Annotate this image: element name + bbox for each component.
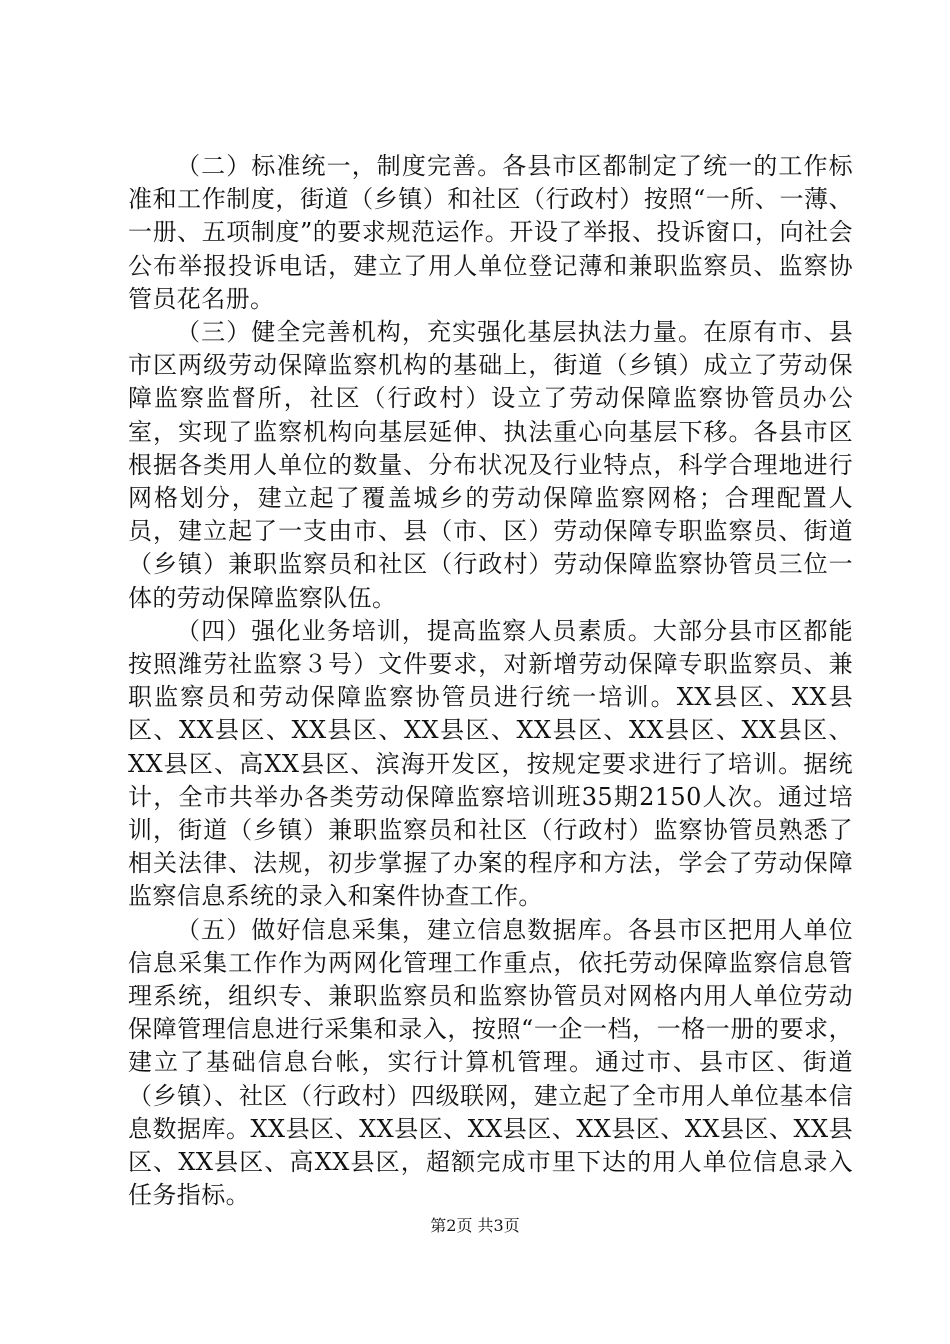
paragraph-5: （五）做好信息采集，建立信息数据库。各县市区把用人单位信息采集工作作为两网化管理工作重点，依托劳动保障监察信息管理系统，组织专、兼职监察员和监察协管员对网格内用人单位劳动保障管理信息进行采集和录入，按照“一企一档，一格一册的要求，建立了基础信息台帐，实行计算机管理。通过市、县市区、街道（乡镇）、社区（行政村）四级联网，建立起了全市用人单位基本信息数据库。XX县区、XX县区、XX县区、XX县区、XX县区、XX县区、XX县区、高XX县区，超额完成市里下达的用人单位信息录入任务指标。: [128, 915, 853, 1210]
page-footer: [0, 1216, 950, 1236]
paragraph-4: （四）强化业务培训，提高监察人员素质。大部分县市区都能按照潍劳社监察３号）文件要求，对新增劳动保障专职监察员、兼职监察员和劳动保障监察协管员进行统一培训。XX县区、XX县区、XX县区、XX县区、XX县区、XX县区、XX县区、XX县区、XX县区、高XX县区、滨海开发区，按规定要求进行了培训。据统计，全市共举办各类劳动保障监察培训班35期2150人次。通过培训，街道（乡镇）兼职监察员和社区（行政村）监察协管员熟悉了相关法律、法规，初步掌握了办案的程序和方法，学会了劳动保障监察信息系统的录入和案件协查工作。: [128, 616, 853, 911]
paragraph-3: （三）健全完善机构，充实强化基层执法力量。在原有市、县市区两级劳动保障监察机构的基础上，街道（乡镇）成立了劳动保障监察监督所，社区（行政村）设立了劳动保障监察协管员办公室，实现了监察机构向基层延伸、执法重心向基层下移。各县市区根据各类用人单位的数量、分布状况及行业特点，科学合理地进行网格划分，建立起了覆盖城乡的劳动保障监察网格；合理配置人员，建立起了一支由市、县（市、区）劳动保障专职监察员、街道（乡镇）兼职监察员和社区（行政村）劳动保障监察协管员三位一体的劳动保障监察队伍。: [128, 318, 853, 612]
paragraph-2: （二）标准统一，制度完善。各县市区都制定了统一的工作标准和工作制度，街道（乡镇）和社区（行政村）按照“一所、一薄、一册、五项制度”的要求规范运作。开设了举报、投诉窗口，向社会公布举报投诉电话，建立了用人单位登记薄和兼职监察员、监察协管员花名册。: [128, 152, 853, 313]
page-number-label: 第2页 共3页: [430, 1216, 520, 1235]
document-body: [128, 150, 853, 1213]
